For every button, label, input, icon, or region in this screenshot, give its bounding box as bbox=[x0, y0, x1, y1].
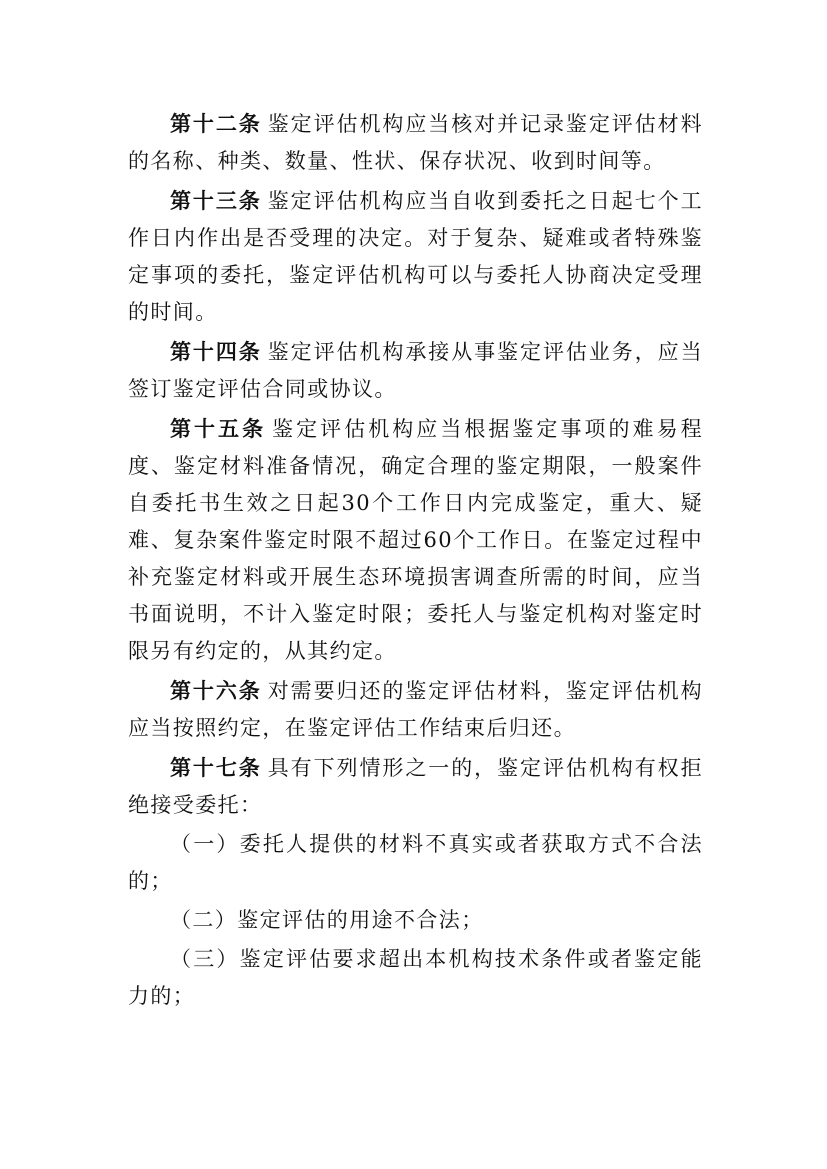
article-heading: 第十七条 bbox=[170, 755, 262, 780]
article-15 bbox=[128, 410, 703, 670]
article-text: 鉴定评估机构应当自收到委托之日起七个工作日内作出是否受理的决定。对于复杂、疑难或者特殊鉴定事项的委托，鉴定评估机构可以与委托人协商决定受理的时间。 bbox=[128, 189, 703, 324]
list-item-1: （一）委托人提供的材料不真实或者获取方式不合法的； bbox=[128, 832, 703, 893]
article-heading: 第十四条 bbox=[170, 339, 262, 364]
article-12 bbox=[128, 105, 703, 180]
article-14 bbox=[128, 333, 703, 408]
list-item-3: （三）鉴定评估要求超出本机构技术条件或者鉴定能力的； bbox=[128, 947, 703, 1008]
article-17 bbox=[128, 749, 703, 824]
document-body bbox=[128, 105, 703, 1017]
article-text: 对需要归还的鉴定评估材料，鉴定评估机构应当按照约定，在鉴定评估工作结束后归还。 bbox=[128, 679, 703, 740]
list-item-2: （二）鉴定评估的用途不合法； bbox=[170, 908, 484, 932]
article-16 bbox=[128, 672, 703, 747]
article-heading: 第十二条 bbox=[170, 111, 262, 136]
article-heading: 第十五条 bbox=[170, 416, 267, 441]
article-text: 鉴定评估机构应当核对并记录鉴定评估材料的名称、种类、数量、性状、保存状况、收到时间等。 bbox=[128, 112, 703, 173]
article-heading: 第十三条 bbox=[170, 188, 262, 213]
article-heading: 第十六条 bbox=[170, 678, 262, 703]
article-text: 鉴定评估机构应当根据鉴定事项的难易程度、鉴定材料准备情况，确定合理的鉴定期限，一般案件自委托书生效之日起30个工作日内完成鉴定，重大、疑难、复杂案件鉴定时限不超过60个工作日。在鉴定过程中补充鉴定材料或开展生态环境损害调查所需的时间，应当书面说明，不计入鉴定时限；委托人与鉴定机构对鉴定时限另有约定的，从其约定。 bbox=[128, 417, 703, 663]
article-text: 鉴定评估机构承接从事鉴定评估业务，应当签订鉴定评估合同或协议。 bbox=[128, 340, 703, 401]
article-13 bbox=[128, 182, 703, 331]
article-text: 具有下列情形之一的，鉴定评估机构有权拒绝接受委托： bbox=[128, 756, 703, 817]
